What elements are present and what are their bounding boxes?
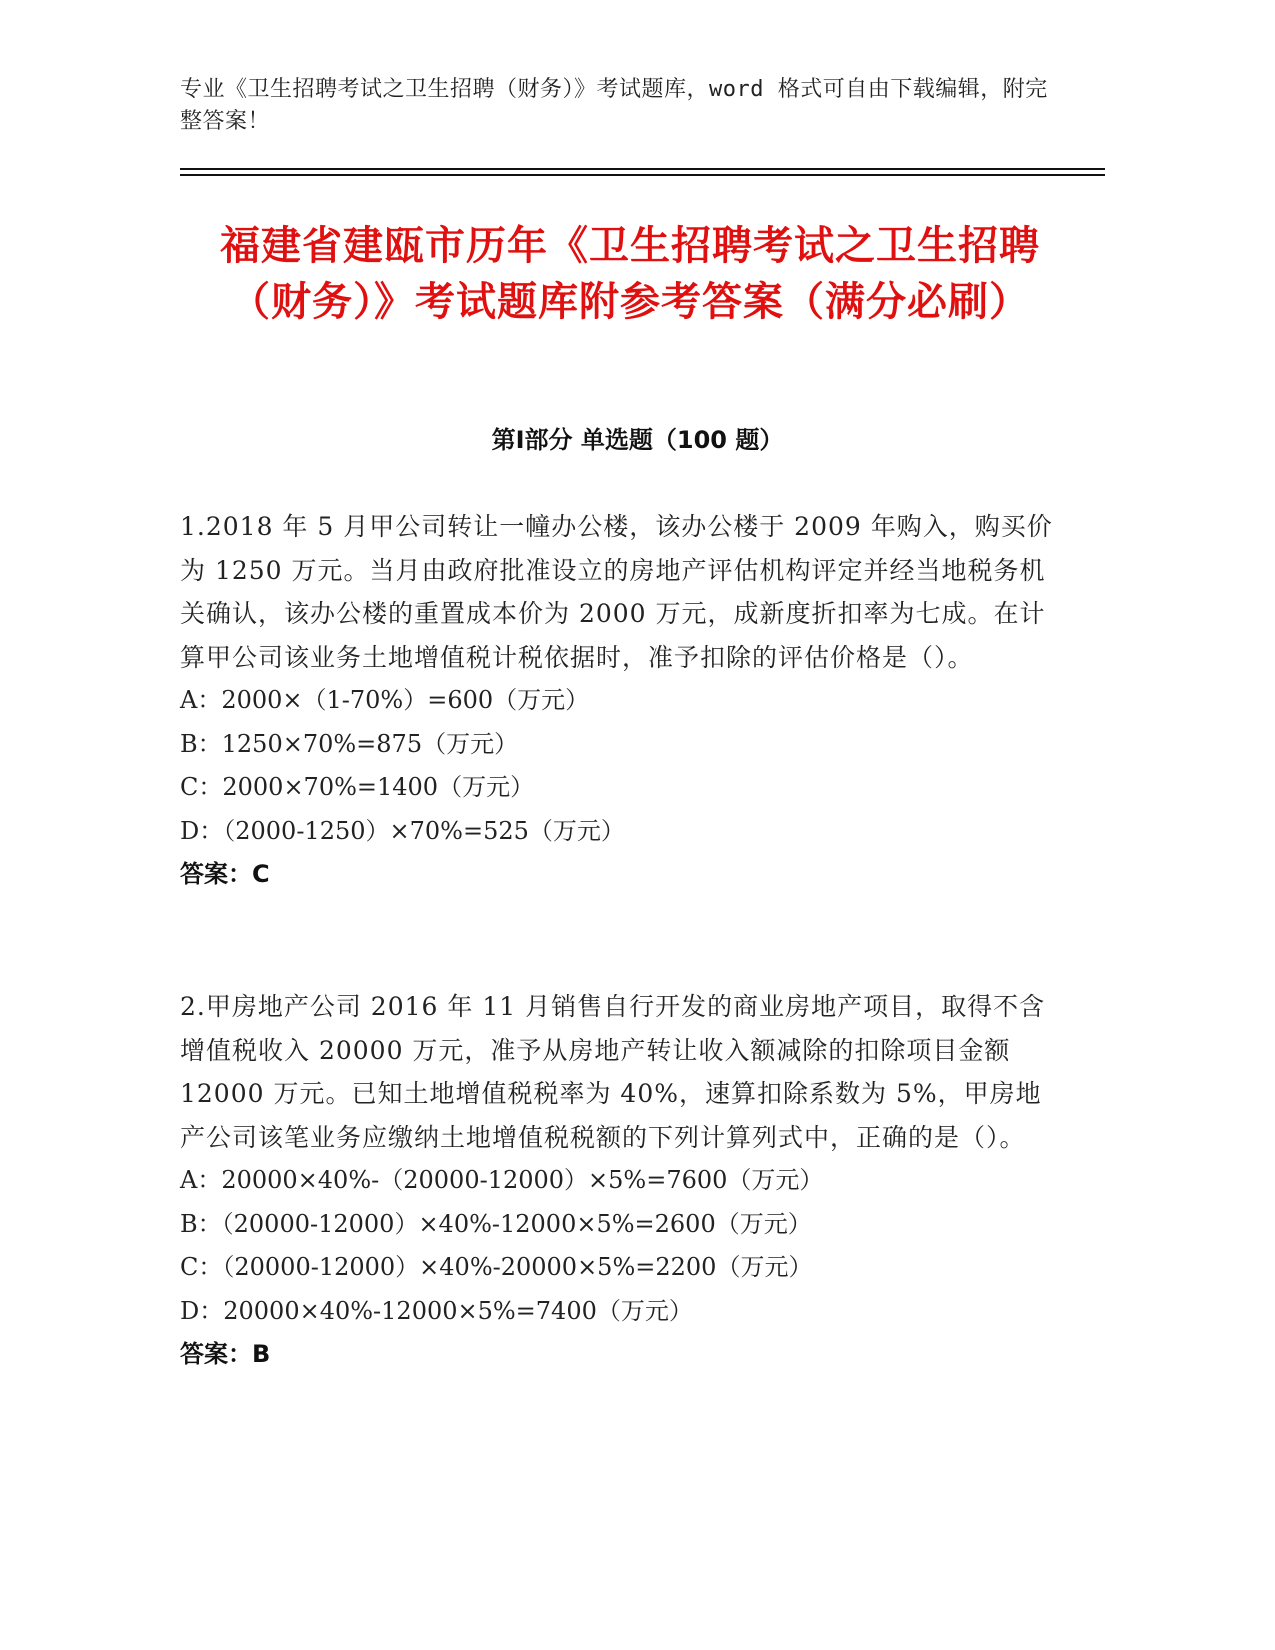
option-c: C：2000×70%=1400（万元） bbox=[180, 773, 535, 801]
answer: 答案：C bbox=[180, 860, 270, 888]
question-stem: 2.甲房地产公司 2016 年 11 月销售自行开发的商业房地产项目，取得不含增值税收入 20000 万元，准予从房地产转让收入额减除的扣除项目金额 12000 万元。已知土地增值税税率为 40%，速算扣除系数为 5%，甲房地产公司该笔业务应缴纳土地增值税税额的下列计算列式中，正确的是（）。 bbox=[180, 992, 1046, 1152]
option-a: A：2000×（1-70%）=600（万元） bbox=[180, 686, 590, 714]
document-title: 福建省建瓯市历年《卫生招聘考试之卫生招聘（财务）》考试题库附参考答案（满分必刷） bbox=[220, 223, 1040, 325]
answer: 答案：B bbox=[180, 1340, 271, 1368]
option-c: C：（20000-12000）×40%-20000×5%=2200（万元） bbox=[180, 1253, 813, 1281]
question-1 bbox=[180, 505, 1060, 897]
question-stem: 1.2018 年 5 月甲公司转让一幢办公楼，该办公楼于 2009 年购入，购买价为 1250 万元。当月由政府批准设立的房地产评估机构评定并经当地税务机关确认，该办公楼的重置成本价为 2000 万元，成新度折扣率为七成。在计算甲公司该业务土地增值税计税依据时，准予扣除的评估价格是（）。 bbox=[180, 512, 1053, 672]
option-d: D：20000×40%-12000×5%=7400（万元） bbox=[180, 1296, 693, 1325]
header-note: 专业《卫生招聘考试之卫生招聘（财务）》考试题库，word 格式可自由下载编辑，附完整答案！ bbox=[180, 77, 1048, 134]
section-title: 第Ⅰ部分 单选题（100 题） bbox=[491, 426, 784, 454]
option-d: D：（2000-1250）×70%=525（万元） bbox=[180, 816, 625, 845]
option-b: B：1250×70%=875（万元） bbox=[180, 729, 519, 758]
option-b: B：（20000-12000）×40%-12000×5%=2600（万元） bbox=[180, 1209, 812, 1238]
question-2 bbox=[180, 985, 1060, 1377]
header-divider-bottom bbox=[180, 174, 1105, 176]
header-divider-top bbox=[180, 168, 1105, 170]
option-a: A：20000×40%-（20000-12000）×5%=7600（万元） bbox=[180, 1166, 824, 1194]
